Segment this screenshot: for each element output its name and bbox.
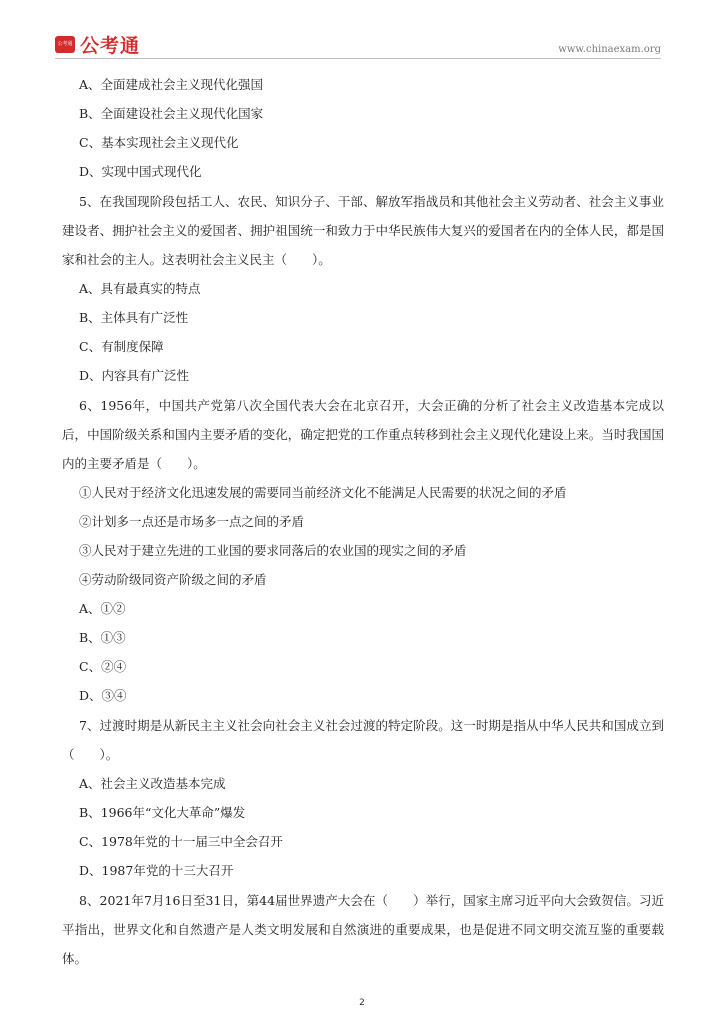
option-line: B、①③ <box>79 630 126 645</box>
option-line: B、全面建设社会主义现代化国家 <box>79 106 264 121</box>
option-line: D、实现中国式现代化 <box>79 164 202 179</box>
option-line: C、有制度保障 <box>79 339 164 354</box>
option-line: C、1978年党的十一届三中全会召开 <box>79 834 283 849</box>
question-7: 7、过渡时期是从新民主主义社会向社会主义社会过渡的特定阶段。这一时期是指从中华人民共和国成立到（ ）。 <box>62 718 664 762</box>
option-line: C、②④ <box>79 659 127 674</box>
statement-line: ②计划多一点还是市场多一点之间的矛盾 <box>79 514 305 529</box>
option-line: A、具有最真实的特点 <box>79 281 201 296</box>
statement-line: ④劳动阶级同资产阶级之间的矛盾 <box>79 572 267 587</box>
question-5: 5、在我国现阶段包括工人、农民、知识分子、干部、解放军指战员和其他社会主义劳动者、社会主义事业建设者、拥护社会主义的爱国者、拥护祖国统一和致力于中华民族伟大复兴的爱国者在内的全体人民，都是国家和社会的主人。这表明社会主义民主（ ）。 <box>62 194 664 267</box>
document-body <box>62 76 664 979</box>
page-number: 2 <box>359 998 365 1008</box>
question-6: 6、1956年，中国共产党第八次全国代表大会在北京召开，大会正确的分析了社会主义改造基本完成以后，中国阶级关系和国内主要矛盾的变化，确定把党的工作重点转移到社会主义现代化建设上来。当时我国国内的主要矛盾是（ ）。 <box>62 398 664 471</box>
option-line: B、1966年“文化大革命”爆发 <box>79 805 246 820</box>
statement-line: ①人民对于经济文化迅速发展的需要同当前经济文化不能满足人民需要的状况之间的矛盾 <box>79 485 567 500</box>
option-line: D、内容具有广泛性 <box>79 368 190 383</box>
option-line: D、③④ <box>79 688 127 703</box>
option-line: D、1987年党的十三大召开 <box>79 863 234 878</box>
statement-line: ③人民对于建立先进的工业国的要求同落后的农业国的现实之间的矛盾 <box>79 543 467 558</box>
option-line: B、主体具有广泛性 <box>79 310 189 325</box>
option-line: A、社会主义改造基本完成 <box>79 776 226 791</box>
logo-text: 公考通 <box>80 35 141 57</box>
option-line: A、全面建成社会主义现代化强国 <box>79 77 264 92</box>
page-header <box>0 0 724 62</box>
question-8: 8、2021年7月16日至31日，第44届世界遗产大会在（ ）举行，国家主席习近平向大会致贺信。习近平指出，世界文化和自然遗产是人类文明发展和自然演进的重要成果，也是促进不同文明交流互鉴的重要载体。 <box>62 893 664 966</box>
header-divider <box>55 58 661 59</box>
logo-badge-icon: 公考通 <box>55 36 75 53</box>
option-line: A、①② <box>79 601 126 616</box>
site-url: www.chinaexam.org <box>558 44 661 55</box>
option-line: C、基本实现社会主义现代化 <box>79 135 239 150</box>
